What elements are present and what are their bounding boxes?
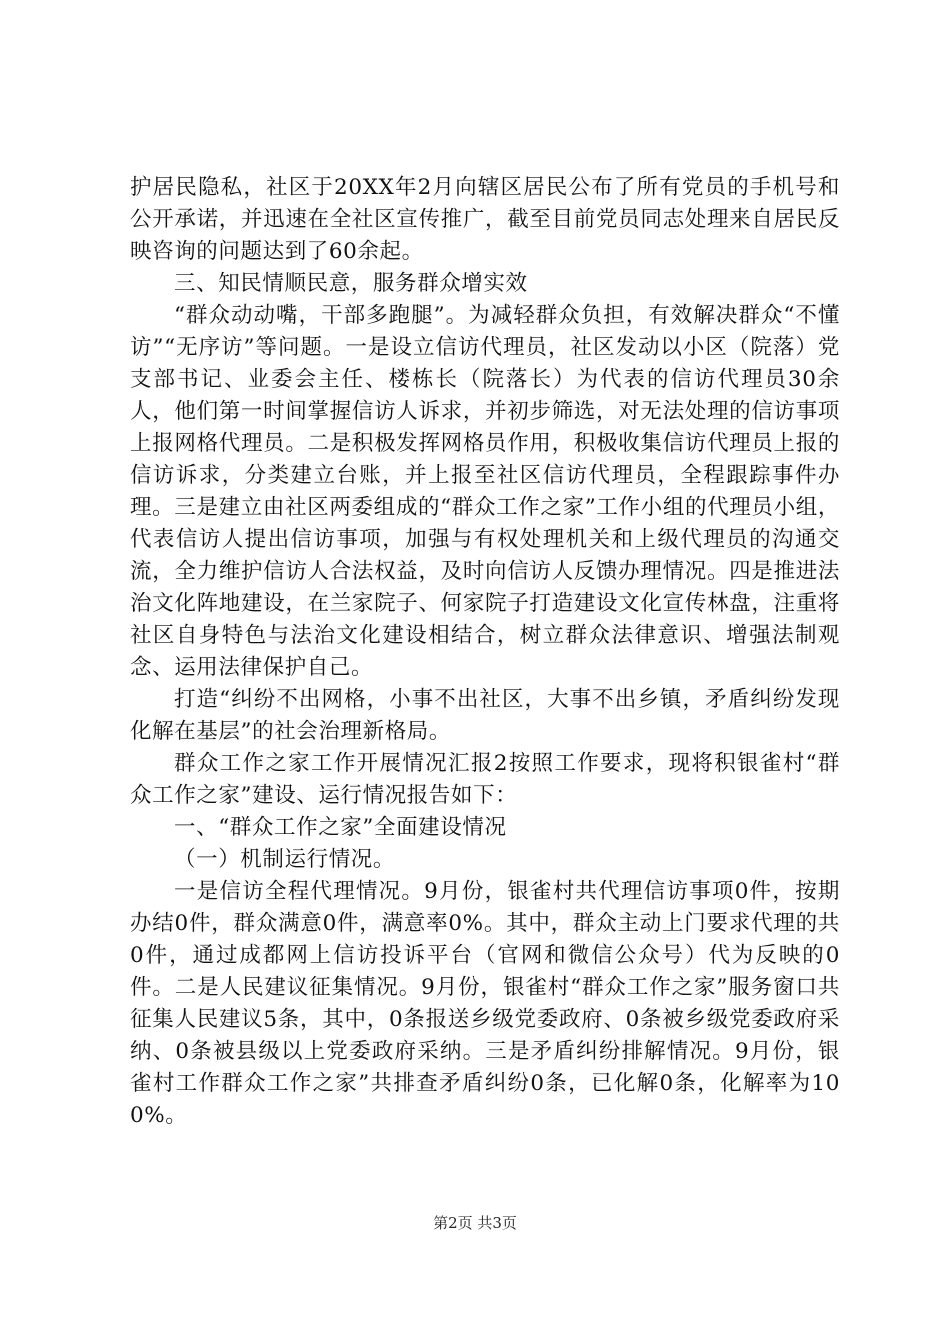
paragraph-mechanism-details: 一是信访全程代理情况。9月份，银雀村共代理信访事项0件，按期办结0件，群众满意0件，满意率0%。其中，群众主动上门要求代理的共0件，通过成都网上信访投诉平台（官网和微信公众号）代为反映的0件。二是人民建议征集情况。9月份，银雀村“群众工作之家”服务窗口共征集人民建议5条，其中，0条报送乡级党委政府、0条被乡级党委政府采纳、0条被县级以上党委政府采纳。三是矛盾纠纷排解情况。9月份，银雀村工作群众工作之家”共排查矛盾纠纷0条，已化解0条，化解率为100%。: [130, 879, 840, 1128]
subsection-heading-mechanism: （一）机制运行情况。: [174, 847, 396, 872]
document-body: [130, 172, 840, 1132]
section-heading-one: 一、“群众工作之家”全面建设情况: [174, 815, 507, 840]
paragraph-report-intro: 群众工作之家工作开展情况汇报2按照工作要求，现将积银雀村“群众工作之家”建设、运行情况报告如下：: [130, 751, 840, 808]
page-number-footer: 第2页 共3页: [433, 1214, 517, 1232]
section-heading-three: 三、知民情顺民意，服务群众增实效: [174, 271, 528, 296]
paragraph-governance-pattern: 打造“纠纷不出网格，小事不出社区，大事不出乡镇，矛盾纠纷发现化解在基层”的社会治理新格局。: [130, 687, 840, 744]
paragraph-petition-agents: “群众动动嘴，干部多跑腿”。为减轻群众负担，有效解决群众“不懂访”“无序访”等问题。一是设立信访代理员，社区发动以小区（院落）党支部书记、业委会主任、楼栋长（院落长）为代表的信访代理员30余人，他们第一时间掌握信访人诉求，并初步筛选，对无法处理的信访事项上报网格代理员。二是积极发挥网格员作用，积极收集信访代理员上报的信访诉求，分类建立台账，并上报至社区信访代理员，全程跟踪事件办理。三是建立由社区两委组成的“群众工作之家”工作小组的代理员小组，代表信访人提出信访事项，加强与有权处理机关和上级代理员的沟通交流，全力维护信访人合法权益，及时向信访人反馈办理情况。四是推进法治文化阵地建设，在兰家院子、何家院子打造建设文化宣传林盘，注重将社区自身特色与法治文化建设相结合，树立群众法律意识、增强法制观念、运用法律保护自己。: [130, 303, 840, 680]
paragraph-continuation: 护居民隐私，社区于20XX年2月向辖区居民公布了所有党员的手机号和公开承诺，并迅速在全社区宣传推广，截至目前党员同志处理来自居民反映咨询的问题达到了60余起。: [130, 175, 840, 264]
